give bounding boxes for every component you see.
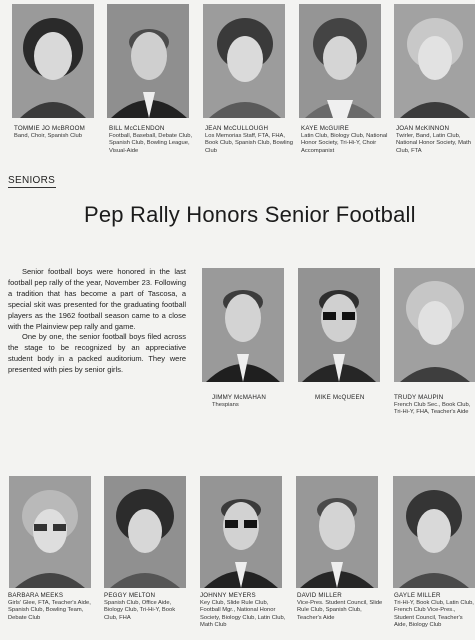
article-paragraph: One by one, the senior football boys filed across the stage to be recognized by an appreciative student body in a packed auditorium. They were presented with pies by senior girls. <box>8 332 186 375</box>
portrait-photo-icon <box>203 4 285 118</box>
portrait-photo-icon <box>298 268 380 382</box>
article-body <box>8 267 186 376</box>
portrait-joan-mckinnon <box>394 4 475 118</box>
portrait-photo-icon <box>107 4 189 118</box>
student-name: MIKE McQUEEN <box>315 394 365 401</box>
student-activities: Girls' Glee, FTA, Teacher's Aide, Spanish Club, Bowling Team, Debate Club <box>8 600 91 621</box>
portrait-bill-mcclendon <box>107 4 189 118</box>
student-name: PEGGY MELTON <box>104 592 156 599</box>
section-underline <box>8 187 56 188</box>
student-name: JIMMY McMAHAN <box>212 394 267 401</box>
portrait-jean-mccullough <box>203 4 285 118</box>
student-activities: Football, Baseball, Debate Club, Spanish Club, Bowling League, Visual-Aide <box>109 133 193 154</box>
portrait-johnny-meyers <box>200 476 282 588</box>
student-activities: Los Memorias Staff, FTA, FHA, Book Club, Spanish Club, Bowling Club <box>205 133 293 154</box>
portrait-photo-icon <box>296 476 378 588</box>
student-name: JOAN McKINNON <box>396 125 450 132</box>
section-label: SENIORS <box>8 175 56 186</box>
portrait-photo-icon <box>12 4 94 118</box>
portrait-photo-icon <box>393 476 475 588</box>
student-activities: Tri-Hi-Y, Book Club, Latin Club, French Club Vice-Pres., Student Council, Teacher's Aide, Biology Club <box>394 600 474 629</box>
student-name: BILL McCLENDON <box>109 125 165 132</box>
student-name: GAYLE MILLER <box>394 592 441 599</box>
student-activities: Band, Choir, Spanish Club <box>14 133 82 139</box>
student-activities: Latin Club, Biology Club, National Honor Society, Tri-Hi-Y, Choir Accompanist <box>301 133 388 154</box>
portrait-trudy-maupin <box>394 268 475 382</box>
portrait-david-miller <box>296 476 378 588</box>
portrait-tommie-jo-mcbroom <box>12 4 94 118</box>
portrait-photo-icon <box>299 4 381 118</box>
article-paragraph: Senior football boys were honored in the last football pep rally of the year, November 23. Following a tradition that has become a part of Tascosa, a special skit was presented for the graduating football players as the 1962 football season came to a close with the Plainview pep rally and game. <box>8 267 186 331</box>
student-activities: Vice-Pres. Student Council, Slide Rule Club, Spanish Club, Teacher's Aide <box>297 600 383 621</box>
student-name: KAYE McGUIRE <box>301 125 350 132</box>
student-name: JOHNNY MEYERS <box>200 592 256 599</box>
student-name: TRUDY MAUPIN <box>394 394 444 401</box>
portrait-photo-icon <box>394 268 475 382</box>
portrait-jimmy-mcmahan <box>202 268 284 382</box>
portrait-mike-mcqueen <box>298 268 380 382</box>
student-name: TOMMIE JO McBROOM <box>14 125 86 132</box>
student-activities: Thespians <box>212 402 239 408</box>
student-name: JEAN McCULLOUGH <box>205 125 269 132</box>
portrait-peggy-melton <box>104 476 186 588</box>
portrait-photo-icon <box>394 4 475 118</box>
student-name: DAVID MILLER <box>297 592 342 599</box>
portrait-photo-icon <box>202 268 284 382</box>
student-activities: Key Club, Slide Rule Club, Football Mgr., National Honor Society, Biology Club, Latin Club, Math Club <box>200 600 286 629</box>
portrait-gayle-miller <box>393 476 475 588</box>
student-activities: French Club Sec., Book Club, Tri-Hi-Y, FHA, Teacher's Aide <box>394 402 471 416</box>
page-headline: Pep Rally Honors Senior Football <box>84 202 416 227</box>
portrait-photo-icon <box>9 476 91 588</box>
portrait-barbara-meeks <box>9 476 91 588</box>
student-activities: Spanish Club, Office Aide, Biology Club, Tri-Hi-Y, Book Club, FHA <box>104 600 176 621</box>
portrait-photo-icon <box>104 476 186 588</box>
student-activities: Twirler, Band, Latin Club, National Honor Society, Math Club, FTA <box>396 133 471 154</box>
portrait-photo-icon <box>200 476 282 588</box>
portrait-kaye-mcguire <box>299 4 381 118</box>
student-name: BARBARA MEEKS <box>8 592 64 599</box>
